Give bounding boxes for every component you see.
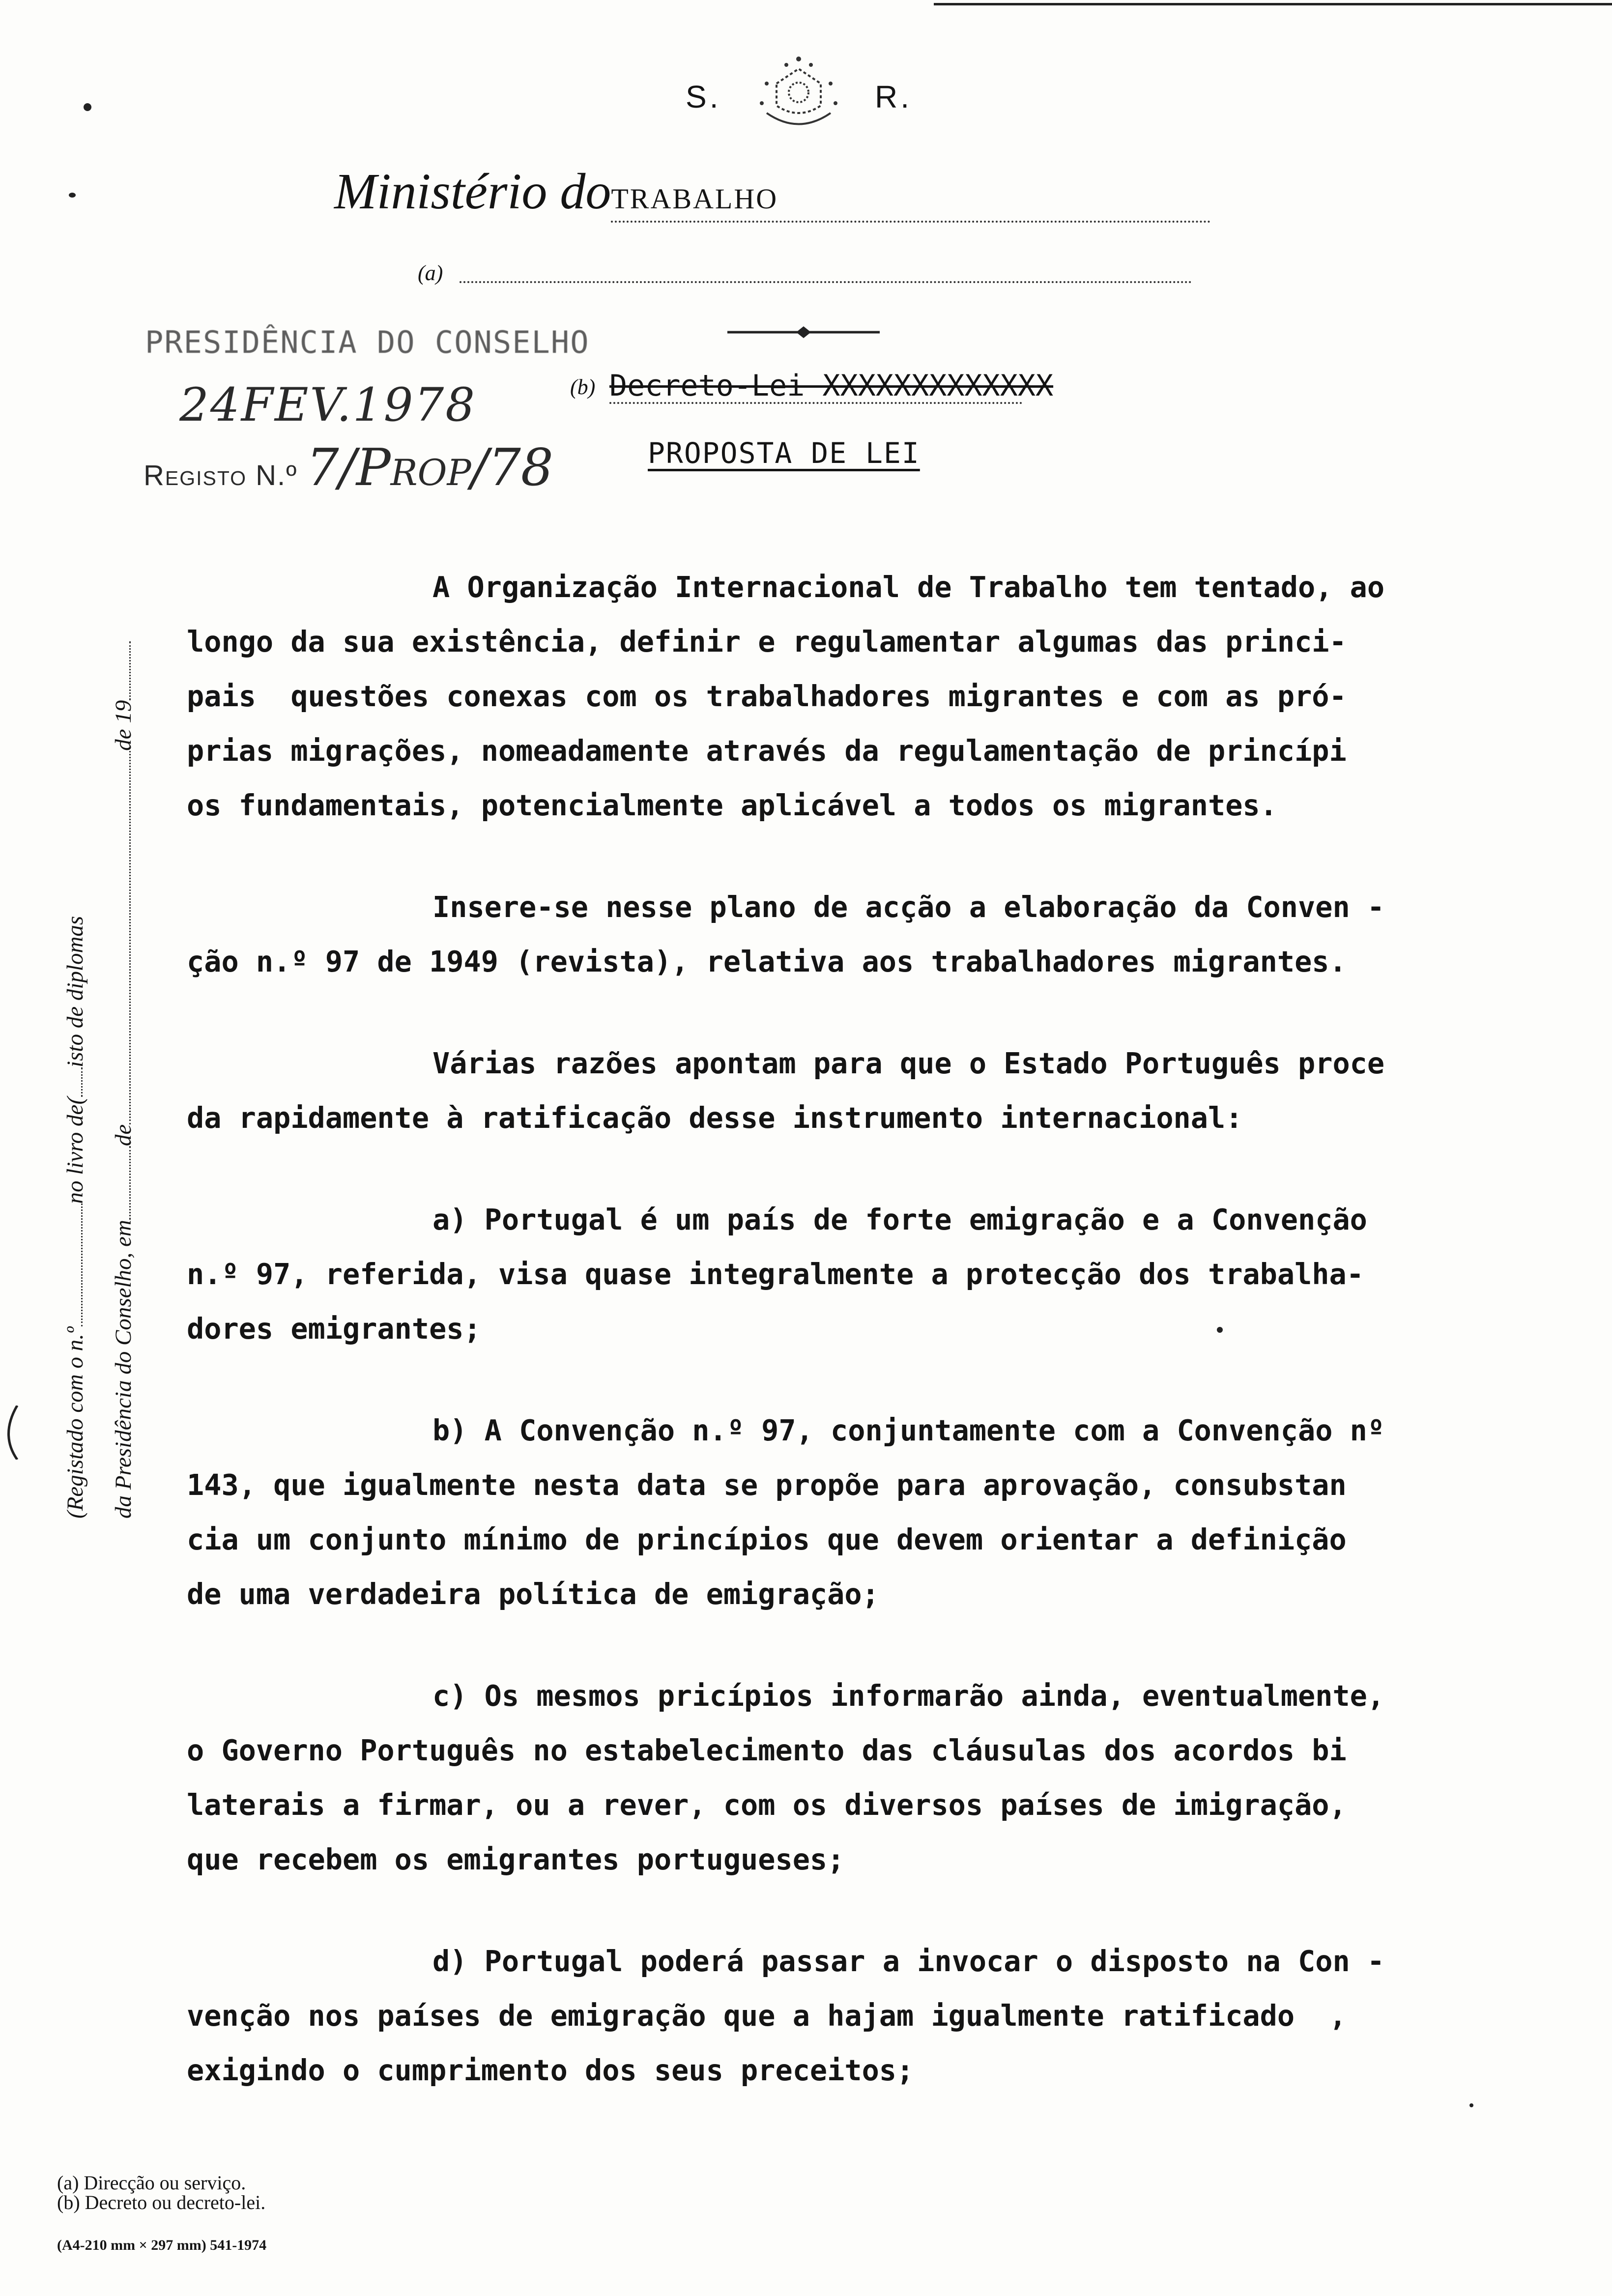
line-b-label: (b) xyxy=(570,375,596,399)
portuguese-coat-of-arms-icon xyxy=(747,54,850,138)
body-line: b) A Convenção n.º 97, conjuntamente com a Convenção nº xyxy=(432,1414,1385,1447)
margin-line1: Registado com o n.º xyxy=(62,1326,88,1511)
stamp-date-value: 24FEV.1978 xyxy=(179,378,477,432)
line-a-dotted-field xyxy=(460,281,1192,283)
margin-line2b: de xyxy=(111,1124,136,1147)
body-paragraph xyxy=(187,1934,1583,2098)
body-line: dores emigrantes; xyxy=(187,1312,481,1346)
body-line: laterais a firmar, ou a rever, com os diversos países de imigração, xyxy=(187,1788,1347,1822)
margin-bracket xyxy=(0,1406,20,1460)
body-line: ção n.º 97 de 1949 (revista), relativa aos trabalhadores migrantes. xyxy=(187,945,1347,978)
stamp-registo xyxy=(144,437,553,497)
top-edge-line xyxy=(934,3,1612,5)
body-line: cia um conjunto mínimo de princípios que devem orientar a definição xyxy=(187,1523,1347,1556)
margin-registration-note: (Registado com o n.ºno livro de(isto de diplomas da Presidência do Conselho, emdede 19 xyxy=(49,541,157,1519)
body-paragraph xyxy=(187,1669,1583,1887)
body-line: d) Portugal poderá passar a invocar o disposto na Con - xyxy=(432,1945,1385,1978)
body-line: da rapidamente à ratificação desse instrumento internacional: xyxy=(187,1101,1243,1135)
body-line: A Organização Internacional de Trabalho tem tentado, ao xyxy=(432,571,1385,604)
body-line: n.º 97, referida, visa quase integralmente a protecção dos trabalha- xyxy=(187,1258,1364,1291)
form-reference: (A4-210 mm × 297 mm) 541-1974 xyxy=(57,2237,267,2253)
footnote-b: (b) Decreto ou decreto-lei. xyxy=(57,2191,266,2213)
body-line: exigindo o cumprimento dos seus preceitos; xyxy=(187,2054,914,2087)
body-paragraph xyxy=(187,1193,1583,1356)
line-b-dotted-field xyxy=(609,402,1022,404)
margin-line1b: no livro de xyxy=(62,1104,88,1204)
margin-line2c: de 19 xyxy=(111,700,136,751)
stamp-date xyxy=(179,378,476,432)
body-line: Várias razões apontam para que o Estado Português proce xyxy=(432,1047,1385,1080)
scan-speck xyxy=(1217,1327,1223,1333)
body-line: os fundamentais, potencialmente aplicável a todos os migrantes. xyxy=(187,789,1277,822)
body-paragraph xyxy=(187,560,1583,833)
body-paragraph xyxy=(187,880,1583,989)
stamp-registo-value: 7/Prop/78 xyxy=(306,437,553,497)
body-line: de uma verdadeira política de emigração; xyxy=(187,1578,879,1611)
struck-doc-type xyxy=(609,369,1053,403)
ministry-line xyxy=(334,162,1210,223)
stamp-presidencia: PRESIDÊNCIA DO CONSELHO xyxy=(145,324,590,360)
body-paragraph xyxy=(187,1404,1583,1622)
line-a-label: (a) xyxy=(418,261,443,285)
struck-doc-type-text: Decreto-Lei XXXXXXXXXXXXX xyxy=(609,369,1054,403)
stamp-registo-label: Registo N.º xyxy=(144,459,298,491)
ornamental-divider xyxy=(727,322,880,342)
header-left-letter: S. xyxy=(686,79,721,115)
body-line: 143, que igualmente nesta data se propõe para aprovação, consubstan xyxy=(187,1468,1347,1502)
scan-speck xyxy=(69,193,76,198)
body-line: a) Portugal é um país de forte emigração e a Convenção xyxy=(432,1203,1367,1236)
footnote-a: (a) Direcção ou serviço. xyxy=(57,2172,246,2194)
scan-speck xyxy=(1469,2103,1473,2107)
ministry-department: TRABALHO xyxy=(611,183,778,215)
header-right-letter: R. xyxy=(875,79,912,115)
body-line: longo da sua existência, definir e regulamentar algumas das princi- xyxy=(187,625,1347,659)
body-line: que recebem os emigrantes portugueses; xyxy=(187,1843,845,1876)
body-line: prias migrações, nomeadamente através da regulamentação de princípi xyxy=(187,734,1347,768)
scan-speck xyxy=(84,103,91,111)
body-line: Insere-se nesse plano de acção a elaboração da Conven - xyxy=(432,890,1385,924)
body-line: o Governo Português no estabelecimento das cláusulas dos acordos bi xyxy=(187,1734,1347,1767)
margin-line1c: isto de diplomas xyxy=(62,916,88,1067)
ministry-prefix: Ministério do xyxy=(334,163,611,220)
document-body xyxy=(187,560,1583,2145)
document-title: PROPOSTA DE LEI xyxy=(648,436,920,470)
body-line: pais questões conexas com os trabalhadores migrantes e com as pró- xyxy=(187,680,1347,713)
body-line: venção nos países de emigração que a hajam igualmente ratificado , xyxy=(187,1999,1347,2033)
body-line: c) Os mesmos pricípios informarão ainda, eventualmente, xyxy=(432,1679,1385,1713)
body-paragraph xyxy=(187,1036,1583,1146)
margin-line2: da Presidência do Conselho, em xyxy=(111,1220,136,1519)
